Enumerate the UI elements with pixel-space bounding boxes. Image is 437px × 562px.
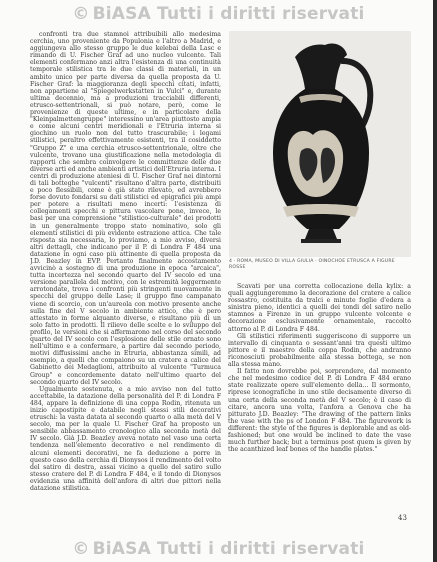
- page-edge-bar: [433, 0, 437, 562]
- left-text-column: [30, 31, 221, 511]
- figure-caption: 4 · ROMA, MUSEO DI VILLA GIULIA · OINOCHOE ETRUSCA A FIGURE ROSSE: [229, 259, 395, 270]
- right-paragraph-2: Gli stilistici riferimenti suggeriscono di supporre un intervallo di cinquanta o sessant'anni tra questi ultimo pittore e il maestro della coppa Rodin, che andranno riconosciuti probabilmente alla stessa bottega, se non alla stessa mano.: [228, 332, 411, 369]
- oinochoe-photograph: [229, 31, 411, 257]
- copyright-icon: ©: [72, 4, 90, 24]
- page-number: 43: [398, 514, 407, 522]
- watermark-text: BiASA Tutti i diritti riservati: [92, 539, 365, 559]
- copyright-icon: ©: [72, 539, 90, 559]
- left-paragraph-1: confronti tra due stamnoi attribuibili allo medesima cerchia, uno proveniente da Populonia e l'altro a Madrid, e aggiungeva allo stesso gruppo le due kelebai della Lasc e rimando di U. Fischer Graf ad uno nucleo vulcente. Tali elementi confermano anzi altra l'esistenza di una continuità temporale stilistica tra le due classi di materiali, in un ambito unico per parte diversa da quella proposta da U. Fischer Graf: la maggioranza degli specchi citati, infatti, non appartiene al "Spiegelwerkstatten in Vulci" e, durante ultima decennio, ma a produzioni tracciabili differenti, etrusco-settentrionali, si può notare, però, come le provenienze di queste ultime, e in particolare della "Kleinpalmettengruppe" interessino un'area piuttosto ampia e come alcuni centri meridionali e l'Etruria interna si giochino un ruolo non del tutto trascurabile; i legami stilistici, peraltro effettivamente esistenti, tra il cosiddetto "Gruppo Z" e una cerchia etrusco-settentrionale, oltre che vulcente, trovano una giustificazione nella metodologia di rapporti che sembra coinvolgere le committenze delle due diverse arti ed anche ambienti artistici dell'Etruria interna. I centri di produzione ateniesi di U. Fischer Graf nei dintorni di tali botteghe "vulcenti" risultano d'altra parte, distribuiti e poco flessibili, come è già stato rilevato, ed avrebbero forse dovuto fondarsi su dati stilistici ed epigrafici più ampi per potere a risultati meno incerti: l'esistenza di collegamenti specchi e pittura vascolare pone, invece, le basi per una comprensione "stilistico-culturale" dei prodotti in un generalmente troppo stato nominativo, solo gli elementi stilistici di più evidente estrazione attica. Che tale risposta sia necessaria, lo proviamo, a mio avviso, diversi altri dettagli, che indicano per il P. di Londra F 484 una datazione in ogni caso più attinente di quella proposta da J.D. Beazley in EVP. Pertanto finalmente accostamento avvicinò a sostegno di una produzione in epoca "arcaica", tutta incertezza nel secondo quarto del IV secolo ed una versione parallela del motivo, con le estremità leggermente arrotondate, trova i confronti più stringenti nuovamente in specchi del gruppo delle Lase; il gruppo fine campanato viene di scorcio, con un'aureola con motivo presente anche sulla fine del V secolo in ambiente attico, che è pero attestato in forme alquanto diverse, e risultano più di un solo fatto in prodotti. Il rilievo delle scelte e lo sviluppo del profilo, le versioni che si affermarono nel corso del secondo quarto del IV secolo con l'esplosione delle stile ornato sono nell'ultimo e a confermare, a partire dal secondo periodo, motivi diffusissimi anche in Etruria, abbastanza simili, ad esempio, a quelli che compaiono su un cratere a calice del Gabinetto dei Medaglioni, attribuito al vulcente "Turmuca Group" e concordemente datato nell'ultimo quarto del secondo quarto del IV secolo.: [30, 31, 221, 386]
- watermark-text: BiASA Tutti i diritti riservati: [92, 4, 365, 24]
- watermark-bottom: [0, 539, 437, 559]
- right-paragraph-3: Il fatto non dovrebbe poi, sorprendere, dal momento che nel medesimo codice del P. di Londra F 484 erano state realizzate opere sull'elemento della... Il sormonto, riprese iconografiche in uno stile decisamente diverso di una certa della seconda metà del V secolo; è il caso di citare, ancora una volta, l'anfora a Genova che ha pitturato J.D. Beazley: "The drawing of the pattern links the vase with the ps of London F 484. The figurework is different: the style of the figures is deplorable and as old-fashioned; but one would be inclined to date the vase much further back; but a terminus post quem is given by the acanthized leaf bones of the handle plates.": [228, 368, 411, 454]
- left-paragraph-2: Ugualmente sostenuta, e a mio avviso non del tutto accettabile, la datazione della personalità del P. di Londra F 484, appare la definizione di una coppa Rodin, ritenuta un inizio capostipite e databile negli stessi stili decorativi etruschi: la vasta datata al secondo quarto o alla metà del V secolo, ma per la quale U. Fischer Graf ha proposto un sensibile abbassamento cronologico alla seconda metà del IV secolo. Già J.D. Beazley aveva notato nel vaso una certa tendenza nell'elemento decorativo e nel rendimento di alcuni elementi decorativi, ne fa deduzione a porre in questo caso della cerchia di Dionysos il rendimento del volto del satiro di destra, assai vicino a quello del satiro sullo stesso cratere del P. di Londra F 484, e il tondo di Dionysos evidenzia una affinità dell'anfora di altri due pittori nella datazione stilistica.: [30, 385, 221, 492]
- watermark-top: [0, 4, 437, 24]
- vase-illustration: [229, 31, 411, 257]
- right-text-column: [228, 283, 411, 511]
- right-paragraph-1: Scavati per una corretta collocazione della kylix: a quali aggiungeremmo la decorazione del cratere a calice rossastro, costituita da tralci e minute foglie d'edera a sinistra pieno, identici a quelli dei tondi del satiro nello stamnos a Firenze in un gruppo vulcente volcente e decorazione esclusivamente ornamentale, raccolto attorno al P. di Londra F 484.: [228, 283, 411, 333]
